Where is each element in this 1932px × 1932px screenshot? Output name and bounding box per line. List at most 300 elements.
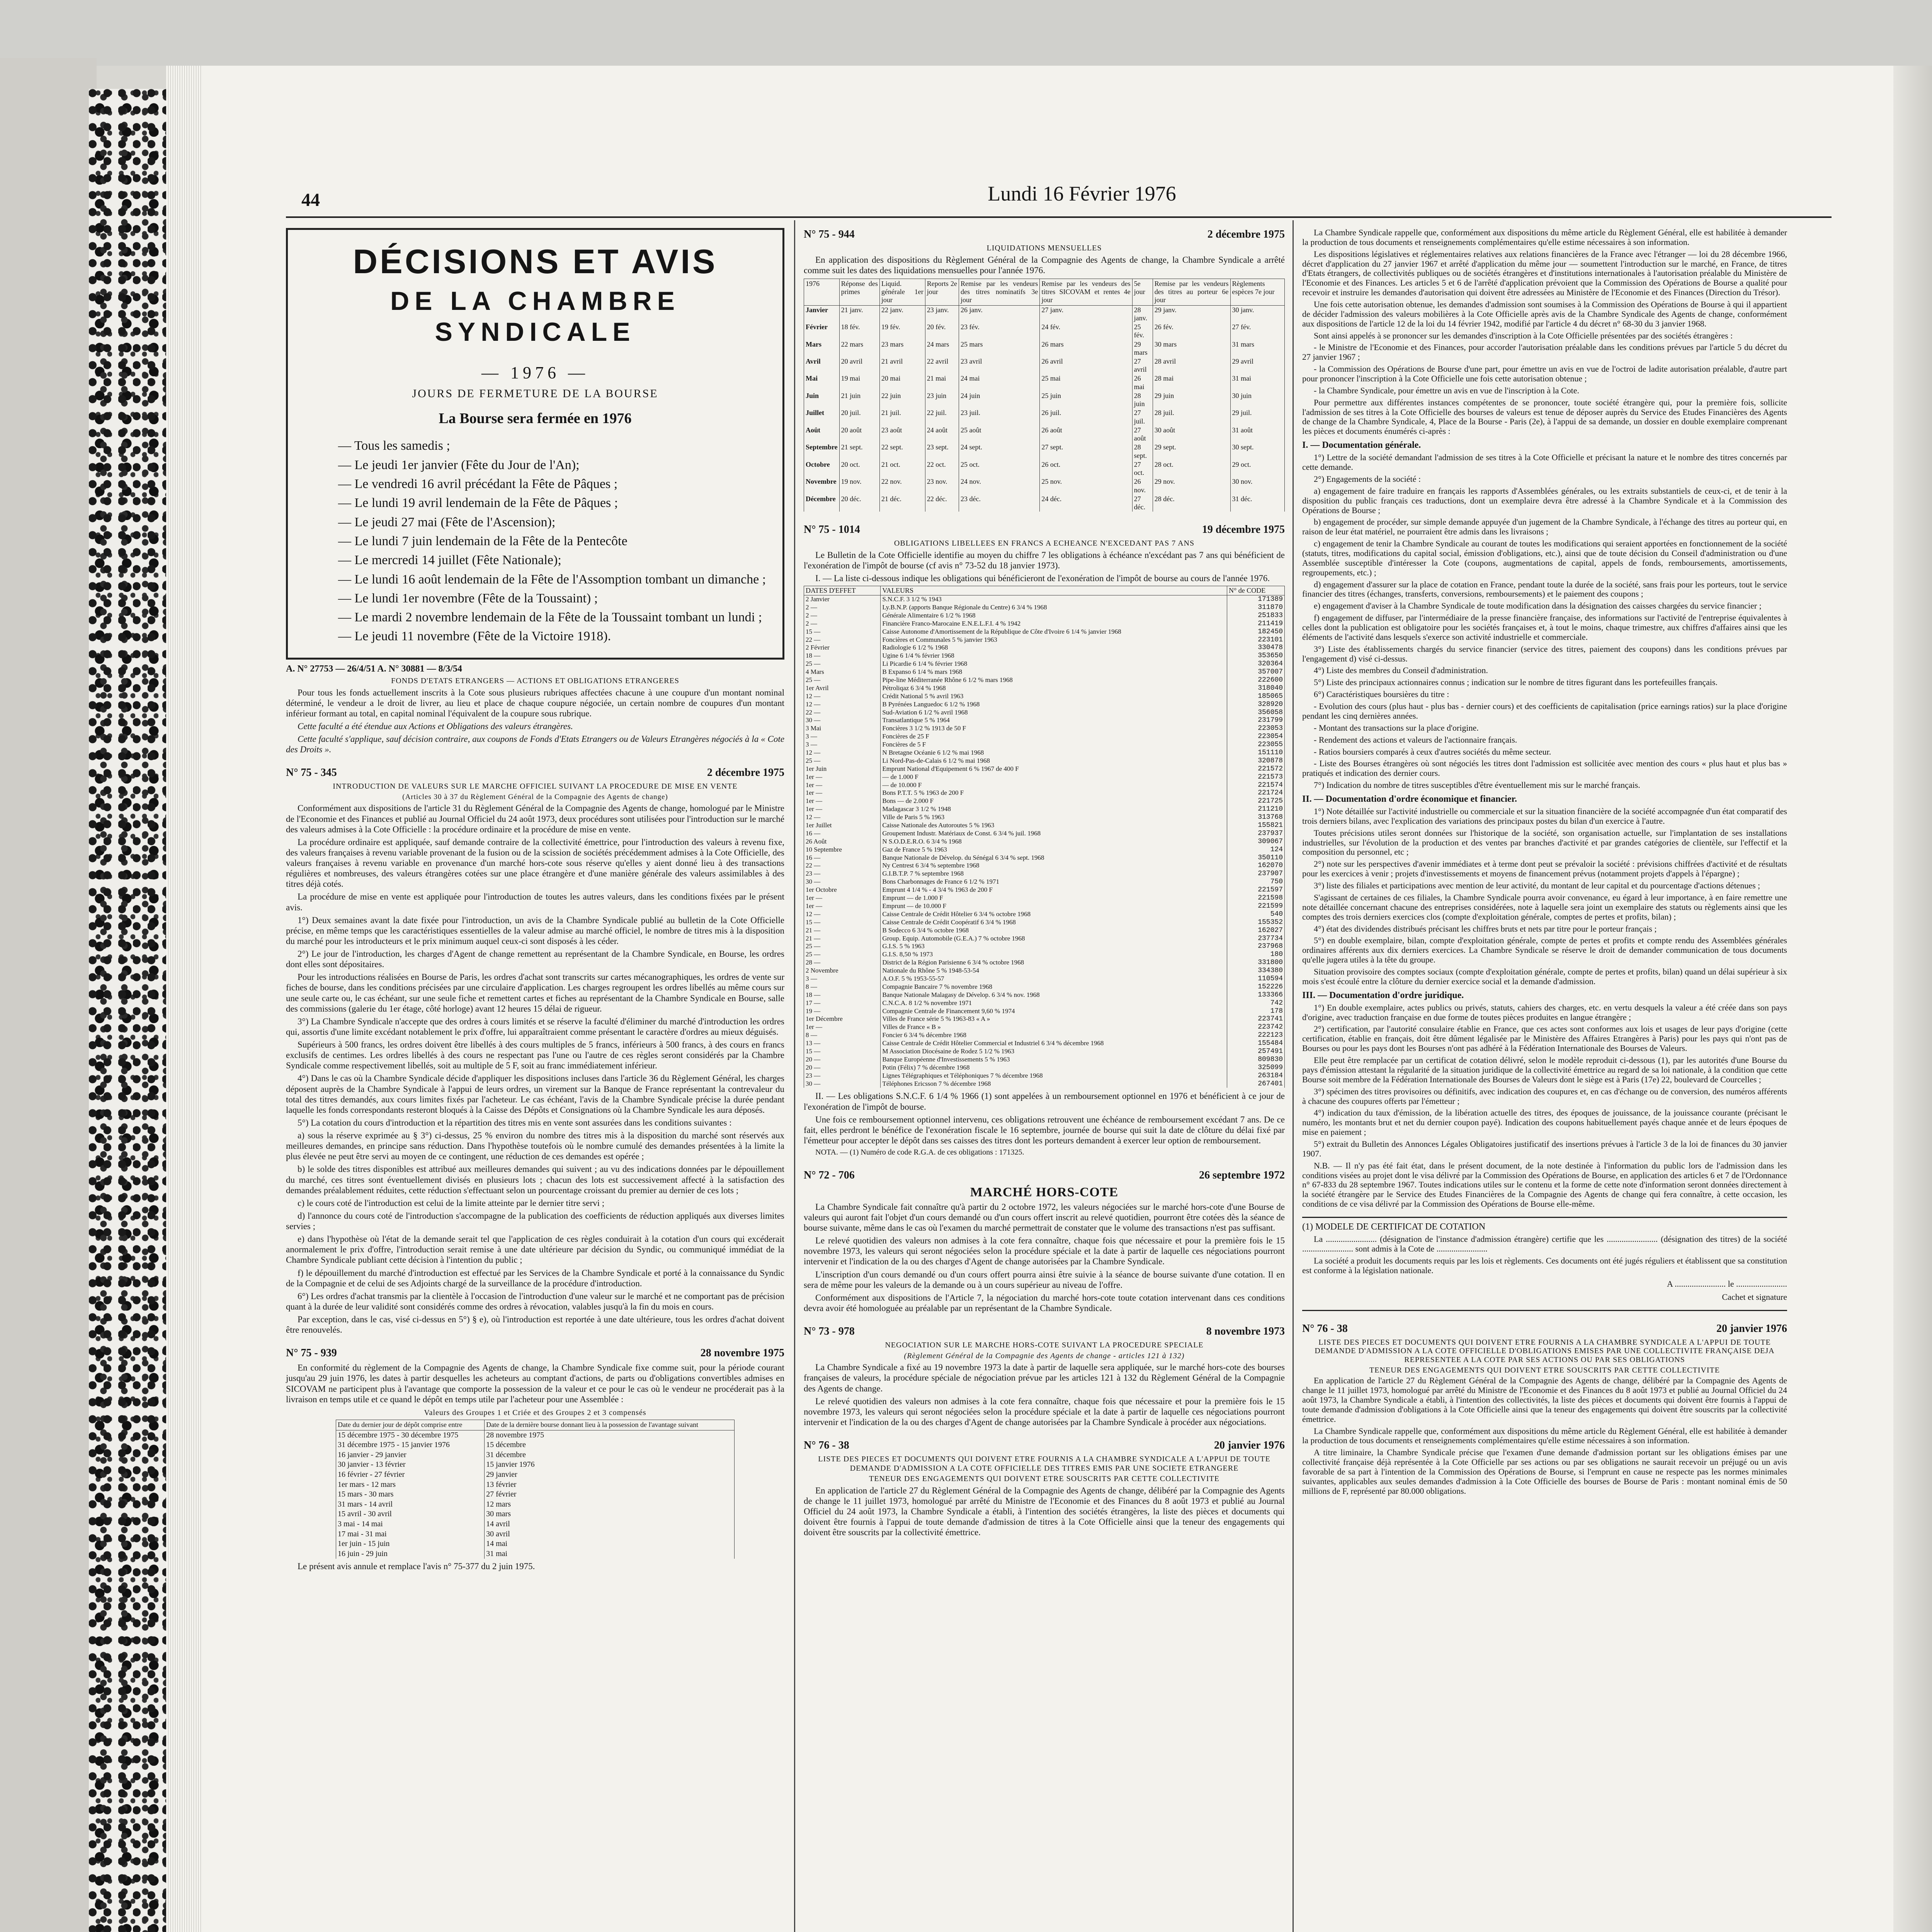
paragraph: La Chambre Syndicale a fixé au 19 novembre 1973 la date à partir de laquelle sera appliquée, sur le marché hors-cote des bourses françaises de valeurs, la procédure spéciale de négociation prévue par les articles 121 à 132 du Règlement Général de la Compagnie des Agents de change. [804, 1362, 1285, 1393]
table-cell: 25 — [804, 676, 881, 684]
table-cell: 221573 [1227, 773, 1285, 781]
table-row [804, 1064, 1285, 1072]
table-cell: 30 janvier - 13 février [336, 1460, 485, 1470]
table-cell: 21 juin [839, 391, 879, 408]
table-row [336, 1440, 735, 1450]
paragraph: d) l'annonce du cours coté de l'introduction s'accompagne de la publication des coefficients de réduction appliqués aux diverses limites servies ; [286, 1211, 784, 1231]
notice-header [804, 523, 1285, 536]
table-row [804, 935, 1285, 943]
list-item: b) engagement de procéder, sur simple demande appuyée d'un jugement de la Chambre Syndicale, à l'échange des titres au porteur qui, en raison de leur état matériel, ne pourraient être admis dans les livraisons ; [1302, 517, 1787, 537]
table-row [804, 1023, 1285, 1031]
table-row [804, 604, 1285, 612]
table-cell: Novembre [804, 477, 840, 494]
table-row [804, 870, 1285, 878]
paragraph: La procédure de mise en vente est appliquée pour l'introduction de toutes les autres valeurs, dans les conditions fixées par le présent avis. [286, 892, 784, 912]
notice-date: 28 novembre 1975 [700, 1347, 784, 1359]
table-cell: 26 juil. [1040, 408, 1132, 425]
table-cell: 28 novembre 1975 [485, 1430, 735, 1440]
list-item: 4°) indication du taux d'émission, de la libération actuelle des titres, des époques de jouissance, de la jouissance courante (précisant le numéro, les montants brut et net du dernier coupon payé). Indication des coupons habituellement payés chaque année et de leurs époques de mise en paiement ; [1302, 1108, 1787, 1137]
list-item: - Rendement des actions et valeurs de l'actionnaire français. [1314, 735, 1517, 745]
paragraph: 2°) Le jour de l'introduction, les charges d'Agent de change remettent au représentant de la Chambre Syndicale, en Bourse, les ordres dont elles sont dépositaires. [286, 949, 784, 969]
table-cell: 182450 [1227, 628, 1285, 636]
table-row [804, 1007, 1285, 1015]
table-cell: 22 — [804, 636, 881, 644]
table-cell: 26 mai [1132, 374, 1153, 391]
table-cell: 222123 [1227, 1031, 1285, 1039]
list-item: Toutes précisions utiles seront données sur l'historique de la société, son organisation actuelle, sur l'implantation de ses installations industrielles, sur l'évolution de la production et des ventes par branches d'activité et par grandes catégories de clientèle, sur l'effectif et la composition du personnel, etc ; [1302, 828, 1787, 857]
table-row [804, 668, 1285, 676]
table-cell: 23 déc. [959, 495, 1040, 512]
table-cell: 221599 [1227, 902, 1285, 910]
table-cell: 22 mars [839, 340, 879, 357]
table-cell: 26 fév. [1153, 323, 1230, 340]
table-cell: 1er Juin [804, 765, 881, 773]
table-row [804, 805, 1285, 813]
table-cell: 24 août [925, 426, 959, 443]
section-items [1302, 453, 1787, 790]
list-item: 1°) En double exemplaire, actes publics ou privés, statuts, cahiers des charges, etc. en vertu desquels la valeur a été créée dans son pays d'origine, avec traduction française en due forme de toutes pièces produites en langue étrangère ; [1302, 1002, 1787, 1022]
table-cell: 16 — [804, 854, 881, 862]
fonds-title: FONDS D'ETATS ETRANGERS — ACTIONS ET OBLIGATIONS ETRANGERES [391, 677, 679, 685]
table-cell: Villes de France série 5 % 1963-83 « A » [881, 1015, 1227, 1023]
table-cell: M Association Diocésaine de Rodez 5 1/2 % 1963 [881, 1048, 1227, 1056]
table-row [804, 773, 1285, 781]
table-cell: 12 — [804, 749, 881, 757]
paragraph: L'inscription d'un cours demandé ou d'un cours offert pourra ainsi être suivie à la séance de bourse suivante d'une cotation. Il en sera de même pour les valeurs de la demande ou à un cours supérieur au niveau de l'offre. [804, 1269, 1285, 1290]
list-item: 5°) extrait du Bulletin des Annonces Légales Obligatoires justificatif des insertions prévues à l'article 3 de la loi de finances du 30 janvier 1907. [1302, 1139, 1787, 1158]
column-header: 1976 [804, 279, 840, 305]
table-cell: 12 — [804, 813, 881, 821]
table-cell: 30 mars [1153, 340, 1230, 357]
table-row [804, 644, 1285, 652]
table-cell: 16 juin - 29 juin [336, 1549, 485, 1559]
notice-subtitle: (Articles 30 à 37 du Règlement Général de la Compagnie des Agents de change) [402, 793, 668, 801]
table-cell: 3 Mai [804, 724, 881, 733]
table-cell: 325099 [1227, 1064, 1285, 1072]
table-cell: 222600 [1227, 676, 1285, 684]
notice-header [804, 228, 1285, 241]
table-row [804, 862, 1285, 870]
table-cell: S.N.C.F. 3 1/2 % 1943 [881, 595, 1227, 604]
table-cell: 257491 [1227, 1048, 1285, 1056]
table-cell: Foncières de 25 F [881, 733, 1227, 741]
notice-subtitle: (Règlement Général de la Compagnie des Agents de change - articles 121 à 132) [904, 1351, 1185, 1360]
paragraph: Cette faculté a été étendue aux Actions et Obligations des valeurs étrangères. [298, 721, 573, 731]
table-cell: 30 — [804, 716, 881, 724]
table-cell: 28 juil. [1153, 408, 1230, 425]
table-cell: 23 janv. [925, 305, 959, 323]
table-cell: 12 — [804, 692, 881, 701]
closed-day: — Le jeudi 27 mai (Fête de l'Ascension); [338, 513, 775, 532]
table-cell: 155821 [1227, 821, 1285, 830]
table-cell: 25 — [804, 942, 881, 951]
table-row [804, 902, 1285, 910]
table-row [804, 391, 1285, 408]
table-cell: 27 juil. [1132, 408, 1153, 425]
paragraph: La procédure ordinaire est appliquée, sauf demande contraire de la collectivité émettrice, pour l'introduction des valeurs à revenu fixe, des valeurs françaises à revenu variable provenant de la fusion ou de la scission de sociétés précédemment admises à la Cote Officielle, des valeurs françaises à revenu variable en provenance d'un marché hors-cote sous réserve qu'elles y aient donné lieu à des transactions régulières et nombreuses, des valeurs étrangères cotées sur une place étrangère et d'une manière générale des valeurs assimilables à des titres déjà cotés. [286, 837, 784, 889]
table-cell: 2 Février [804, 644, 881, 652]
column-divider [1293, 220, 1294, 1932]
table-cell: 330478 [1227, 644, 1285, 652]
paragraph: Le relevé quotidien des valeurs non admises à la cote fera connaître, chaque fois que nécessaire et pour la première fois le 15 novembre 1973, les valeurs qui seront négociées selon la procédure spéciale et la date à partir de laquelle ces négociations pourront intervenir et l'indication de la ou des charges d'Agent de change autorisées par la Chambre Syndicale. [804, 1236, 1285, 1267]
table-cell: Pipe-line Méditerranée Rhône 6 1/2 % mars 1968 [881, 676, 1227, 684]
table-cell: 8 — [804, 983, 881, 991]
table-row [804, 1031, 1285, 1039]
table-row [804, 878, 1285, 886]
table-cell: 162027 [1227, 927, 1285, 935]
list-item: a) engagement de faire traduire en français les rapports d'Assemblées générales, ou les extraits substantiels de ceux-ci, et de tenir à la disposition du public français ces traductions, dont un exemplaire devra être adressé à la Chambre Syndicale et à la Commission des Opérations de Bourse ; [1302, 486, 1787, 515]
table-cell: 23 fév. [959, 323, 1040, 340]
notice-ref: N° 76 - 38 [1302, 1323, 1348, 1335]
table-cell: 1er — [804, 781, 881, 789]
table-cell: 1er — [804, 797, 881, 805]
table-cell: 12 — [804, 701, 881, 709]
table-cell: 162070 [1227, 862, 1285, 870]
table-cell: Banque Nationale de Dévelop. du Sénégal 6 3/4 % sept. 1968 [881, 854, 1227, 862]
table-cell: 13 — [804, 1039, 881, 1048]
list-item: f) engagement de diffuser, par l'intermédiaire de la presse financière française, des informations sur l'activité de l'entreprise équivalentes à celles dont la publication est obligatoire pour les sociétés françaises et, à tout le moins, chaque trimestre, aux chiffres d'affaires ainsi que les éléments de l'activité dans lesquels s'exerce son activité industrielle et commerciale. [1302, 613, 1787, 642]
table-cell: 16 février - 27 février [336, 1470, 485, 1480]
notice-title: NEGOCIATION SUR LE MARCHE HORS-COTE SUIVANT LA PROCEDURE SPECIALE [885, 1341, 1204, 1350]
table-row [804, 724, 1285, 733]
table-cell: 20 — [804, 1064, 881, 1072]
notice-header [804, 1169, 1285, 1182]
table-cell: Ny Centrest 6 3/4 % septembre 1968 [881, 862, 1227, 870]
table-cell: 31 mars - 14 avril [336, 1500, 485, 1510]
table-cell: 23 sept. [925, 443, 959, 460]
table-cell: 3 — [804, 733, 881, 741]
table-row [804, 959, 1285, 967]
table-cell: 1er — [804, 789, 881, 797]
paragraph: 6°) Les ordres d'achat transmis par la clientèle à l'occasion de l'introduction d'une valeur sur le marché et ne comportant pas de précision quant à la durée de leur validité sont considérés comme des ordres à révocation, valables jusqu'à la fin du mois en cours. [286, 1291, 784, 1311]
table-cell: Téléphones Ericsson 7 % décembre 1968 [881, 1080, 1227, 1088]
notice-date: 8 novembre 1973 [1206, 1325, 1285, 1338]
table-cell: 320878 [1227, 757, 1285, 765]
table-cell: 22 — [804, 862, 881, 870]
list-item: 1°) Note détaillée sur l'activité industrielle ou commerciale et sur la situation financière de la société accompagnée d'un état comparatif des trois derniers bilans, avec l'explication des variations des principaux postes du bilan d'un exercice à l'autre. [1302, 806, 1787, 826]
paragraph: En conformité du règlement de la Compagnie des Agents de change, la Chambre Syndicale fixe comme suit, pour la période courant jusqu'au 29 juin 1976, les dates à partir desquelles les acheteurs au comptant d'actions, de parts ou d'obligations convertibles admises en SICOVAM ne participent plus à l'avantage que comporte la possession de la valeur et ce pour le cas où le vendeur ne procéderait pas à la livraison en temps utile et ce quand le dépôt en temps utile par l'acheteur pour une Assemblée : [286, 1363, 784, 1404]
table-cell: 15 — [804, 1048, 881, 1056]
table-cell: Nationale du Rhône 5 % 1948-53-54 [881, 967, 1227, 975]
table-row [804, 781, 1285, 789]
paragraph: 1°) Deux semaines avant la date fixée pour l'introduction, un avis de la Chambre Syndicale publié au bulletin de la Cote Officielle précise, en même temps que les caractéristiques essentielles de la valeur admise au marché officiel, le nombre de titres mis à la disposition du marché pour les introducteurs et le prix minimum auquel ceux-ci sont disposés à les céder. [286, 915, 784, 946]
table-cell: 223055 [1227, 741, 1285, 749]
table-cell: Octobre [804, 460, 840, 477]
table-cell: 29 janv. [1153, 305, 1230, 323]
notice-ref: N° 75 - 345 [286, 767, 337, 779]
paragraph: c) le cours coté de l'introduction est celui de la limite atteinte par le dernier titre servi ; [298, 1198, 605, 1208]
table-body [804, 595, 1285, 1088]
notice-date: 20 janvier 1976 [1214, 1439, 1285, 1451]
table-row [336, 1519, 735, 1529]
table-cell: Générale Alimentaire 6 1/2 % 1968 [881, 612, 1227, 620]
table-cell: 16 — [804, 830, 881, 838]
table-cell: Juin [804, 391, 840, 408]
table-row [804, 716, 1285, 724]
table-row [804, 709, 1285, 717]
table-cell: 30 mars [485, 1509, 735, 1519]
table-row [804, 838, 1285, 846]
table-cell: 24 mars [925, 340, 959, 357]
table-cell: 221597 [1227, 886, 1285, 894]
paragraph: La société a produit les documents requis par les lois et règlements. Ces documents ont été jugés réguliers et établissent que sa constitution est conforme à la législation nationale. [1302, 1255, 1787, 1275]
closed-day: — Le lundi 19 avril lendemain de la Fête de Pâques ; [338, 493, 775, 512]
table-cell: 24 fév. [1040, 323, 1132, 340]
table-row [804, 660, 1285, 668]
table-cell: 334380 [1227, 967, 1285, 975]
notice-ref: N° 75 - 939 [286, 1347, 337, 1359]
list-item: e) engagement d'aviser à la Chambre Syndicale de toute modification dans la désignation des caisses chargées du service financier ; [1314, 601, 1762, 611]
left-column [286, 228, 784, 1574]
table-cell: 29 juin [1153, 391, 1230, 408]
table-row [804, 813, 1285, 821]
table-cell: Potin (Félix) 7 % décembre 1968 [881, 1064, 1227, 1072]
table-cell: 8 — [804, 1031, 881, 1039]
notice-title: LISTE DES PIECES ET DOCUMENTS QUI DOIVENT ETRE FOURNIS A LA CHAMBRE SYNDICALE A L'APPUI DE TOUTE DEMANDE D'ADMISSION A LA COTE OFFICIELLE DES TITRES EMIS PAR UNE SOCIETE ETRANGERE [818, 1455, 1270, 1473]
paragraph: Pour les introductions réalisées en Bourse de Paris, les ordres d'achat sont transcrits sur cartes mécanographiques, les ordres de vente sur fiches de bourse, dans les conditions précisées par une circulaire d'application. Les charges regroupent les ordres libellés au même cours sur une seule carte ou, le cas échéant, sur une seule fiche et remettent cartes et fiches au représentant de la Chambre Syndicale en Bourse, salle des commissions (galerie du 1er étage, côté horloge) avant 12 heures 15 délai de rigueur. [286, 972, 784, 1014]
table-cell: 22 janv. [879, 305, 925, 323]
table-cell: Décembre [804, 495, 840, 512]
table-cell: 223053 [1227, 724, 1285, 733]
table-row [804, 1080, 1285, 1088]
paragraph: - le Ministre de l'Economie et des Finances, pour accorder l'autorisation préalable dans les conditions prévues par l'article 5 du décret du 27 janvier 1967 ; [1302, 342, 1787, 362]
table-cell: 23 avril [959, 357, 1040, 374]
table-row [336, 1539, 735, 1549]
table-cell: 25 — [804, 951, 881, 959]
notice-title: LIQUIDATIONS MENSUELLES [986, 244, 1102, 253]
list-item: 5°) Liste des principaux actionnaires connus ; indication sur le nombre de titres figurant dans les portefeuilles français. [1314, 677, 1718, 687]
table-cell: 21 avril [879, 357, 925, 374]
table-cell: 331800 [1227, 959, 1285, 967]
table-row [804, 684, 1285, 692]
paragraph: Conformément aux dispositions de l'article 31 du Règlement Général de la Compagnie des Agents de change, homologué par le Ministre de l'Economie et des Finances et publié au Journal Officiel du 24 août 1973, deux procédures sont utilisées pour l'introduction sur le marché des valeurs admises à la Cote Officielle : la procédure ordinaire et la procédure de mise en vente. [286, 803, 784, 834]
table-cell: A.O.F. 5 % 1953-55-57 [881, 975, 1227, 983]
section-items [1302, 807, 1787, 986]
table-row [804, 460, 1285, 477]
table-cell: Emprunt — de 10.000 F [881, 902, 1227, 910]
notice-subtitle: TENEUR DES ENGAGEMENTS QUI DOIVENT ETRE SOUSCRITS PAR CETTE COLLECTIVITE [1369, 1366, 1720, 1374]
notice-ref: N° 73 - 978 [804, 1325, 855, 1338]
list-item: 6°) Caractéristiques boursières du titre : [1314, 689, 1449, 699]
table-cell: 25 fév. [1132, 323, 1153, 340]
table-row [804, 340, 1285, 357]
table-cell: 25 août [959, 426, 1040, 443]
paragraph: Cette faculté s'applique, sauf décision contraire, aux coupons de Fonds d'Etats Etrangers ou de Valeurs Etrangères négociés à la « Cote des Droits ». [286, 734, 784, 755]
table-cell: 29 sept. [1153, 443, 1230, 460]
table-cell: 1er — [804, 773, 881, 781]
table-cell: 180 [1227, 951, 1285, 959]
table-cell: 152226 [1227, 983, 1285, 991]
table-cell: Banque Nationale Malagasy de Dévelop. 6 3/4 % nov. 1968 [881, 991, 1227, 999]
table-cell: 23 août [879, 426, 925, 443]
table-cell: 20 oct. [839, 460, 879, 477]
list-item: 2°) certification, par l'autorité consulaire établie en France, que ces actes sont conformes aux lois et usages de leur pays d'origine (cette certification, établie en français, doit être dûment légalisée par le Ministère des Affaires Etrangères à Paris) pour les pays qui n'ont pas de Bourses ou pour les pays dont les Bourses n'ont pas adhéré à la Fédération Internationale des Bourses de Valeurs. [1302, 1024, 1787, 1053]
page-date: Lundi 16 Février 1976 [988, 182, 1176, 205]
table-row [804, 975, 1285, 983]
column-header: Réponse des primes [839, 279, 879, 305]
table-cell: 30 août [1153, 426, 1230, 443]
table-cell: 30 — [804, 1080, 881, 1088]
table-cell: 2 — [804, 612, 881, 620]
page-curl [1893, 66, 1932, 1932]
table-row [804, 676, 1285, 684]
notice-ref: N° 76 - 38 [804, 1439, 849, 1451]
table-cell: 25 — [804, 757, 881, 765]
table-cell: 10 Septembre [804, 846, 881, 854]
table-cell: 22 nov. [879, 477, 925, 494]
table-cell: 26 août [1040, 426, 1132, 443]
table-cell: 237937 [1227, 830, 1285, 838]
table-cell: Mars [804, 340, 840, 357]
table-row [804, 495, 1285, 512]
table-cell: 24 nov. [959, 477, 1040, 494]
paragraph: II. — Les obligations S.N.C.F. 6 1/4 % 1966 (1) sont appelées à un remboursement optionnel en 1976 et bénéficient à ce jour de l'exonération de l'impôt de bourse. [804, 1091, 1285, 1112]
table-cell: 22 — [804, 709, 881, 717]
table-cell: G.I.S. 8,50 % 1973 [881, 951, 1227, 959]
table-row [336, 1430, 735, 1440]
table-cell: 15 mars - 30 mars [336, 1490, 485, 1500]
table-cell: Gaz de France 5 % 1963 [881, 846, 1227, 854]
list-item: 3°) spécimen des titres provisoires ou définitifs, avec indication des coupures et, en cas d'échange ou de conversion, des numéros afférents à chacune des coupures offerts par l'émetteur ; [1302, 1086, 1787, 1106]
table-row [804, 821, 1285, 830]
table-cell: 311870 [1227, 604, 1285, 612]
table-cell: 20 — [804, 1056, 881, 1064]
table-cell: 22 juil. [925, 408, 959, 425]
table-cell: — de 1.000 F [881, 773, 1227, 781]
table-row [804, 408, 1285, 425]
table-cell: 313768 [1227, 813, 1285, 821]
table-cell: Septembre [804, 443, 840, 460]
table-row [804, 305, 1285, 323]
table-cell: 13 février [485, 1480, 735, 1490]
paragraph: La Chambre Syndicale rappelle que, conformément aux dispositions du même article du Règlement Général, elle est habilitée à demander la production de tous documents et renseignements complémentaires qu'elle estime nécessaires à son information. [1302, 228, 1787, 247]
column-header: DATES D'EFFET [804, 586, 881, 595]
closed-day: — Le jeudi 1er janvier (Fête du Jour de l'An); [338, 456, 775, 474]
table-cell: 3 mai - 14 mai [336, 1519, 485, 1529]
notice-footer: Le présent avis annule et remplace l'avis n° 75-377 du 2 juin 1975. [298, 1561, 535, 1571]
table-cell: 12 — [804, 910, 881, 918]
table-cell: 221724 [1227, 789, 1285, 797]
table-row [804, 741, 1285, 749]
notice-ref: N° 75 - 944 [804, 228, 855, 240]
table-cell: B Expanso 6 1/4 % mars 1968 [881, 668, 1227, 676]
table-row [336, 1490, 735, 1500]
closed-days-list [296, 436, 775, 646]
table-cell: 21 janv. [839, 305, 879, 323]
table-cell: 110594 [1227, 975, 1285, 983]
table-cell: 356058 [1227, 709, 1285, 717]
table-cell: Lignes Télégraphiques et Téléphoniques 7 % décembre 1968 [881, 1072, 1227, 1080]
closed-day: — Le mardi 2 novembre lendemain de la Fête de la Toussaint tombant un lundi ; [338, 608, 775, 627]
table-cell: 1er — [804, 1023, 881, 1031]
table-cell: Ville de Paris 5 % 1963 [881, 813, 1227, 821]
list-item: - Liste des Bourses étrangères où sont négociés les titres dont l'admission est sollicitée avec mention des cours « plus haut et plus bas » pratiqués et indication des dernier cours. [1302, 759, 1787, 778]
table-row [804, 991, 1285, 999]
sicovam-table [336, 1420, 735, 1559]
column-header: Date du dernier jour de dépôt comprise entre [336, 1420, 485, 1430]
notice-header [286, 1347, 784, 1359]
table-cell: 27 oct. [1132, 460, 1153, 477]
table-row [804, 1072, 1285, 1080]
paragraph: En application des dispositions du Règlement Général de la Compagnie des Agents de change, la Chambre Syndicale a arrêté comme suit les dates des liquidations mensuelles pour l'année 1976. [804, 255, 1285, 275]
table-row [336, 1470, 735, 1480]
table-row [804, 1015, 1285, 1023]
liquidation-table [804, 279, 1285, 512]
table-row [804, 854, 1285, 862]
table-cell: 1er Avril [804, 684, 881, 692]
paragraph: e) dans l'hypothèse où l'état de la demande serait tel que l'application de ces règles conduirait à la cotation d'un cours qui excéderait anormalement le prix d'offre, l'introduction serait remise à une date ultérieure par décision du Syndic, ou communiqué immédiat de la Chambre Syndicale publiant cette décision à l'intention du public ; [286, 1234, 784, 1265]
table-cell: 30 — [804, 878, 881, 886]
table-cell: 24 déc. [1040, 495, 1132, 512]
closed-day: — Le vendredi 16 avril précédant la Fête de Pâques ; [338, 474, 775, 493]
notice-date: 20 janvier 1976 [1716, 1323, 1787, 1335]
table-cell: 318040 [1227, 684, 1285, 692]
table-row [804, 1056, 1285, 1064]
table-row [804, 692, 1285, 701]
table-cell: 1er — [804, 902, 881, 910]
table-cell: Radiologie 6 1/2 % 1968 [881, 644, 1227, 652]
list-item: - Ratios boursiers comparés à ceux d'autres sociétés du même secteur. [1314, 747, 1551, 757]
table-row [336, 1529, 735, 1539]
page-stack [166, 66, 201, 1932]
table-cell: Li Nord-Pas-de-Calais 6 1/2 % mai 1968 [881, 757, 1227, 765]
table-cell: 26 nov. [1132, 477, 1153, 494]
table-cell: 23 juil. [959, 408, 1040, 425]
table-cell: 26 Août [804, 838, 881, 846]
table-cell: Caisse Autonome d'Amortissement de la République de Côte d'Ivoire 6 1/4 % janvier 1968 [881, 628, 1227, 636]
marbled-endpaper [89, 89, 166, 1932]
table-row [804, 886, 1285, 894]
table-cell: 237734 [1227, 935, 1285, 943]
table-cell: 171389 [1227, 595, 1285, 604]
list-item: - Montant des transactions sur la place d'origine. [1314, 723, 1479, 733]
table-cell: Ly.B.N.P. (apports Banque Régionale du Centre) 6 3/4 % 1968 [881, 604, 1227, 612]
paragraph: La Chambre Syndicale fait connaître qu'à partir du 2 octobre 1972, les valeurs négociées sur le marché hors-cote d'une Bourse de valeurs qui auront fait l'objet d'un cours demandé ou d'un cours offert inscrit au relevé quotidien, pourront être cotées dès la séance de bourse suivante, même dans le cas où l'examen du marché permettrait de constater que le volume des transactions n'est pas suffisant. [804, 1202, 1285, 1233]
table-cell: Caisse Centrale de Crédit Hôtelier 6 3/4 % octobre 1968 [881, 910, 1227, 918]
table-cell: 223742 [1227, 1023, 1285, 1031]
model-place: A ........................ le ........................ [1667, 1279, 1787, 1289]
table-row [804, 749, 1285, 757]
page-number: 44 [301, 190, 320, 210]
table-row [804, 1039, 1285, 1048]
notice-title: INTRODUCTION DE VALEURS SUR LE MARCHE OFFICIEL SUIVANT LA PROCEDURE DE MISE EN VENTE [333, 782, 738, 791]
table-row [804, 701, 1285, 709]
table-cell: Caisse Nationale des Autoroutes 5 % 1963 [881, 821, 1227, 830]
table-cell: 21 — [804, 927, 881, 935]
table-body [336, 1430, 735, 1559]
table-cell: 320364 [1227, 660, 1285, 668]
table-row [804, 846, 1285, 854]
list-item: 2°) Engagements de la société : [1314, 474, 1421, 484]
banner-year: — 1976 — [481, 363, 589, 383]
table-header-row [804, 586, 1285, 595]
table-cell: 20 fév. [925, 323, 959, 340]
table-cell: 30 nov. [1230, 477, 1285, 494]
paragraph: a) sous la réserve exprimée au § 3°) ci-dessus, 25 % environ du nombre des titres mis à la disposition du marché sont réservés aux meilleures demandes, en principe sans réduction. Dans l'hypothèse toutefois où le nombre cumulé des demandes présentées à la limite la plus élevée ne peut être servi au moyen de ce contingent, une réduction de ces demandes est opérée ; [286, 1131, 784, 1162]
table-cell: 1er juin - 15 juin [336, 1539, 485, 1549]
table-cell: 231799 [1227, 716, 1285, 724]
closing-days-title: JOURS DE FERMETURE DE LA BOURSE [412, 387, 658, 400]
paragraph: Le relevé quotidien des valeurs non admises à la cote fera connaître, chaque fois que nécessaire et pour la première fois le 15 novembre 1973, les valeurs qui seront négociées selon la procédure spéciale et la date à partir de laquelle ces négociations pourront intervenir et l'indication de la ou des charges d'Agent de change autorisées par la Chambre Syndicale à procéder aux négociations. [804, 1396, 1285, 1427]
table-row [804, 628, 1285, 636]
table-cell: 28 sept. [1132, 443, 1153, 460]
table-cell: — de 10.000 F [881, 781, 1227, 789]
table-cell: 2 Novembre [804, 967, 881, 975]
paragraph: 4°) Dans le cas où la Chambre Syndicale décide d'appliquer les dispositions incluses dans l'article 36 du Règlement Général, les charges déposent auprès de la Chambre Syndicale à l'appui de leurs ordres, un virement sur la Banque de France représentant la contrevaleur du total des titres demandés, aux cours limites fixés par l'acheteur. Le cas échéant, l'avis de la Chambre Syndicale précise la durée pendant laquelle les fonds correspondants resteront bloqués à la Caisse des Dépôts et Consignations où la Chambre Syndicale les aura déposés. [286, 1073, 784, 1115]
table-cell: 15 janvier 1976 [485, 1460, 735, 1470]
table-cell: 31 août [1230, 426, 1285, 443]
divider [1302, 1217, 1787, 1218]
